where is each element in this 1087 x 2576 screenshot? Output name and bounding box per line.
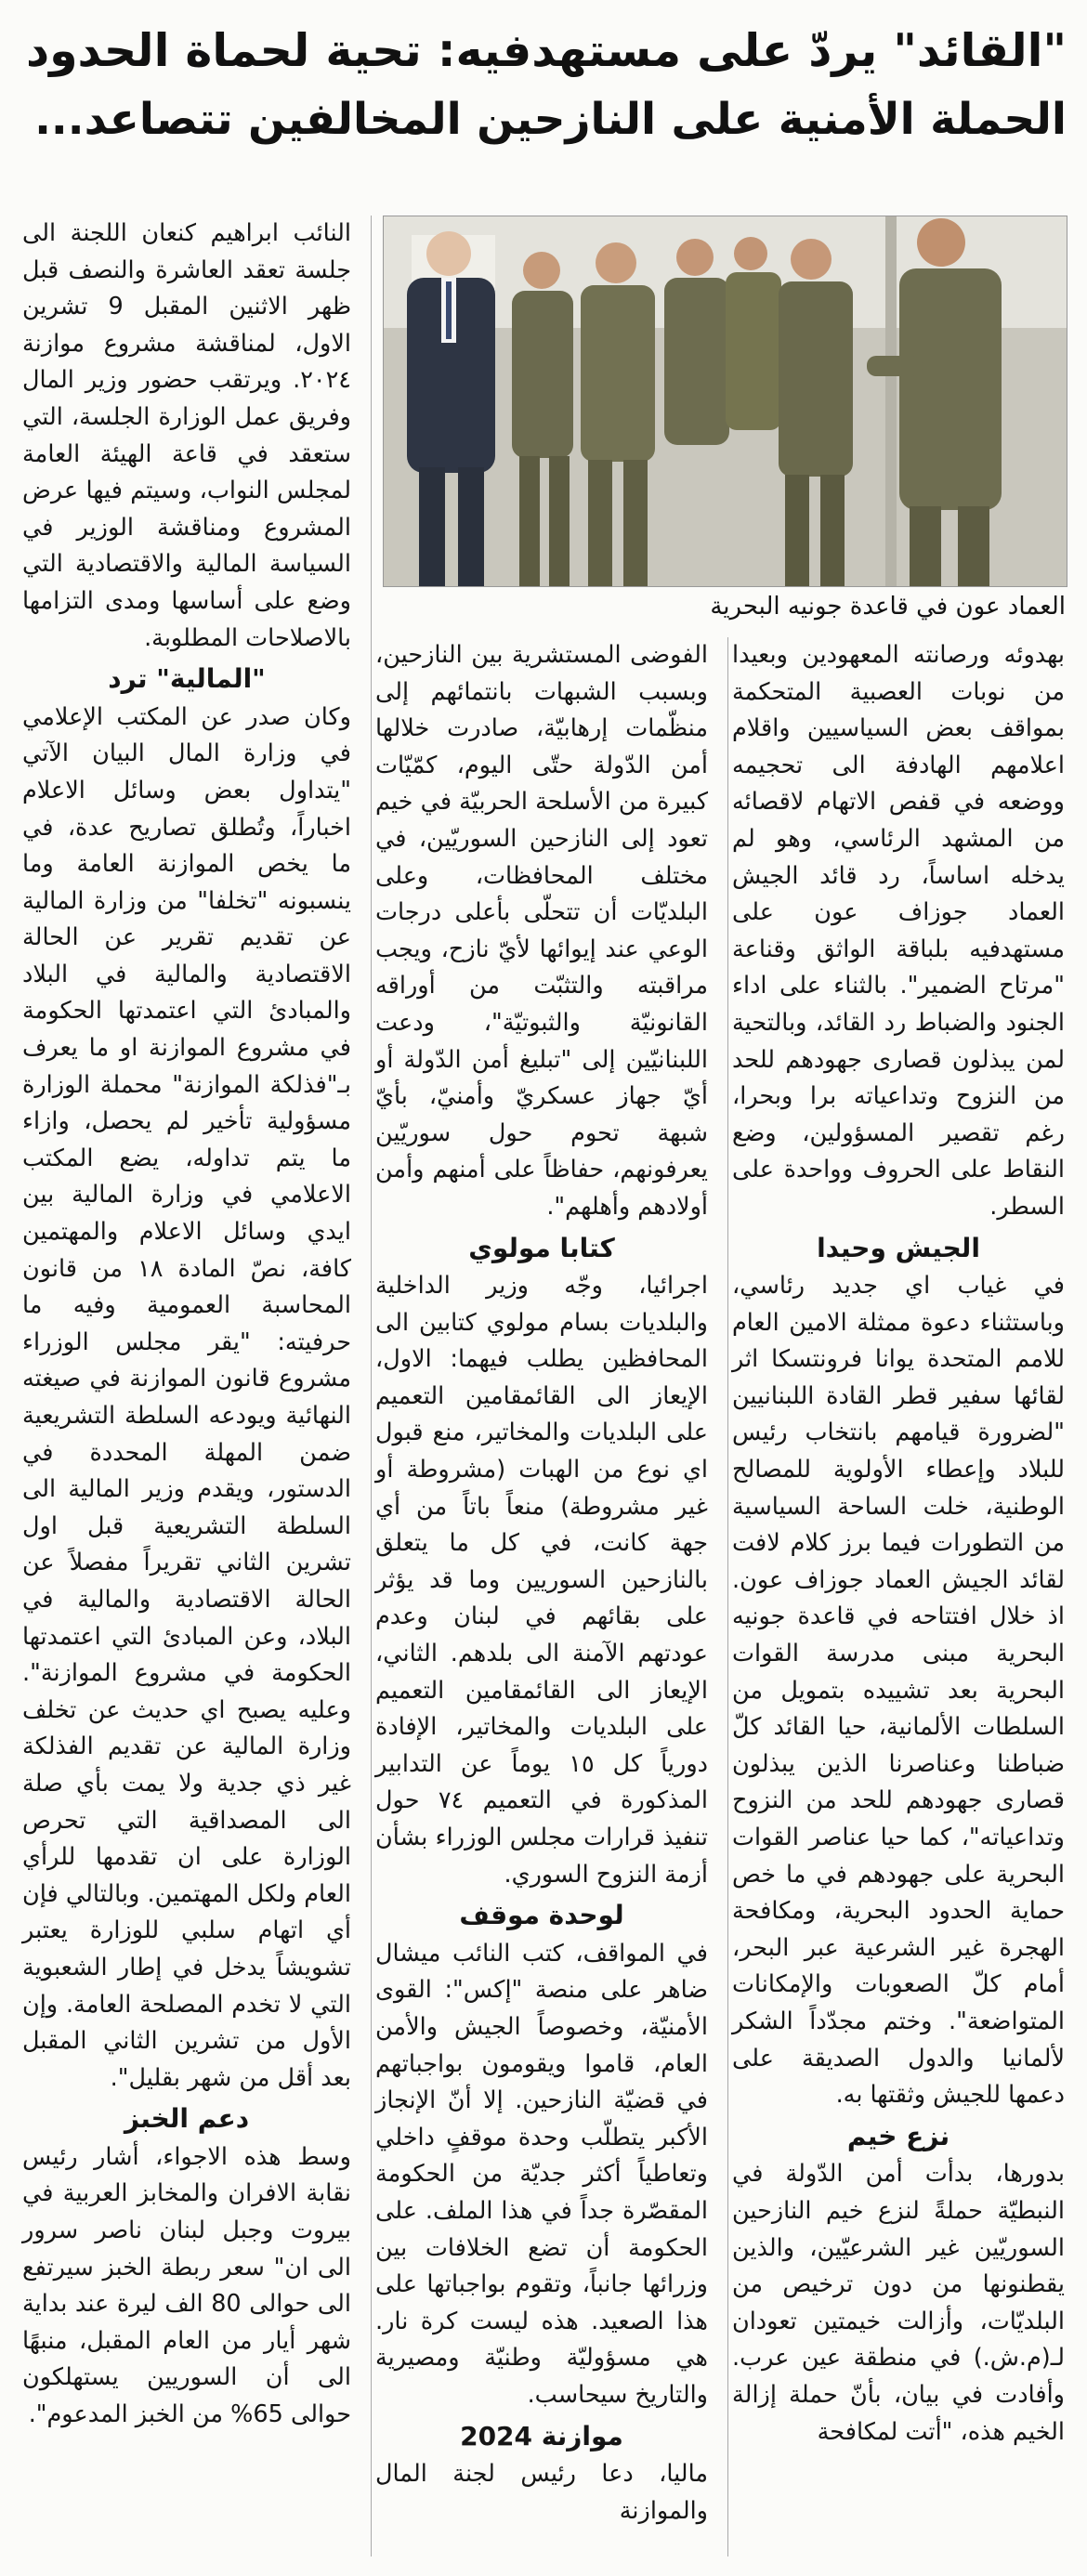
subheading-finance-responds: "المالية" ترد [108,663,266,695]
article-column-middle [375,637,708,2530]
article-column-left [22,216,351,2434]
paragraph: وكان صدر عن المكتب الإعلامي في وزارة المال البيان الآتي "يتداول بعض وسائل الاعلام اخباراً، وتُطلق تصاريح عدة، في ما يخص الموازنة العامة وما ينسبونه "تخلفا" من وزارة المالية عن تقديم تقرير عن الحالة الاقتصادية والمالية في البلاد والمبادئ التي اعتمدتها الحكومة في مشروع الموازنة او ما يعرف بـ"فذلكة الموازنة" محملة الوزارة مسؤولية تأخير لم يحصل، وازاء ما يتم تداوله، يضع المكتب الاعلامي في وزارة المالية بين ايدي وسائل الاعلام والمهتمين كافة، نصّ المادة ١٨ من قانون المحاسبة العمومية وفيه ما حرفيته: "يقر مجلس الوزراء مشروع قانون الموازنة في صيغته النهائية ويودعه السلطة التشريعية ضمن المهلة المحددة في الدستور، ويقدم وزير المالية الى السلطة التشريعية قبل اول تشرين الثاني تقريراً مفصلاً عن الحالة الاقتصادية والمالية في البلاد، وعن المبادئ التي اعتمدتها الحكومة في مشروع الموازنة". وعليه يصبح اي حديث عن تخلف وزارة المالية عن تقديم الفذلكة غير ذي جدية ولا يمت بأي صلة الى المصداقية التي تحرص الوزارة على ان تقدمها للرأي العام ولكل المهتمين. وبالتالي فإن أي اتهام سلبي للوزارة يعتبر تشويشاً يدخل في إطار الشعبوية التي لا تخدم المصلحة العامة. وإن الأول من تشرين الثاني المقبل بعد أقل من شهر بقليل". [22,702,351,2092]
news-photo [383,216,1067,587]
subheading-unified-stance: لوحدة موقف [459,1900,624,1931]
headline-line-1: "القائد" يردّ على مستهدفيه: تحية لحماة الحدود [25,24,1067,77]
subheading-mawlawi-letters: كتابا مولوي [468,1232,615,1263]
subheading-bread-subsidy: دعم الخبز [124,2103,250,2135]
paragraph: وسط هذه الاجواء، أشار رئيس نقابة الافران والمخابز العربية في بيروت وجبل لبنان ناصر سرور الى ان" سعر ربطة الخبز سيرتفع الى حوالى 80 الف ليرة عند بداية شهر أيار من العام المقبل، منبهًا الى أن السوريين يستهلكون حوالى 65% من الخبز المدعوم". [22,2142,351,2429]
photo-caption: العماد عون في قاعدة جونيه البحرية [710,593,1066,621]
paragraph: بدورها، بدأت أمن الدّولة في النبطيّة حملةً لنزع خيم النازحين السوريّين غير الشرعيّين، والذين يقطنونها من دون ترخيص من البلديّات، وأزالت خيمتين تعودان لـ(م.ش.) في منطقة عين عرب. وأفادت في بيان، بأنّ حملة إزالة الخيم هذه، "أتت لمكافحة [732,2160,1065,2446]
subheading-remove-tents: نزع خيم [846,2120,950,2151]
paragraph: بهدوئه ورصانته المعهودين وبعيدا من نوبات العصبية المتحكمة بمواقف بعض السياسيين واقلام اعلامهم الهادفة الى تحجيمه ووضعه في قفص الاتهام لاقصائه من المشهد الرئاسي، وهو لم يدخله اساساً، رد قائد الجيش العماد جوزاف عون على مستهدفيه بلباقة الواثق وقناعة "مرتاح الضمير". بالثناء على اداء الجنود والضباط رد القائد، وبالتحية لمن يبذلون قصارى جهودهم للحد من النزوح وتداعياته برا وبحرا، رغم تقصير المسؤولين، وضع النقاط على الحروف وواحدة على السطر. [732,641,1065,1221]
column-divider-right [727,637,728,2556]
column-divider-left [371,216,372,2556]
photo-illustration [384,216,1067,586]
paragraph: النائب ابراهيم كنعان اللجنة الى جلسة تعقد العاشرة والنصف قبل ظهر الاثنين المقبل 9 تشرين الاول، لمناقشة مشروع موازنة ٢٠٢٤. ويرتقب حضور وزير المال وفريق عمل الوزارة الجلسة، التي ستعقد في قاعة الهيئة العامة لمجلس النواب، وسيتم فيها عرض المشروع ومناقشة الوزير في السياسة المالية والاقتصادية التي وضع على أساسها ومدى التزامها بالاصلاحات المطلوبة. [22,219,352,652]
paragraph: اجرائيا، وجّه وزير الداخلية والبلديات بسام مولوي كتابين الى المحافظين يطلب فيهما: الاول، الإيعاز الى القائمقامين التعميم على البلديات والمخاتير، منع قبول اي نوع من الهبات (مشروطة أو غير مشروطة) منعاً باتاً من أي جهة كانت، في كل ما يتعلق بالنازحين السوريين وما قد يؤثر على بقائهم في لبنان وعدم عودتهم الآمنة الى بلدهم. الثاني، الإيعاز الى القائمقامين التعميم على البلديات والمخاتير، الإفادة دورياً كل ١٥ يوماً عن التدابير المذكورة في التعميم ٧٤ حول تنفيذ قرارات مجلس الوزراء بشأن أزمة النزوح السوري. [375,1272,709,1889]
article-column-right [732,637,1065,2451]
paragraph: في المواقف، كتب النائب ميشال ضاهر على منصة "إكس": القوى الأمنيّة، وخصوصاً الجيش والأمن العام، قاموا ويقومون بواجباتهم في قضيّة النازحين. إلا أنّ الإنجاز الأكبر يتطلّب وحدة موقفٍ داخلي وتعاطياً أكثر جديّة من الحكومة المقصّرة جداً في هذا الملف. على الحكومة أن تضع الخلافات بين وزرائها جانباً، وتقوم بواجباتها على هذا الصعيد. هذه ليست كرة نار. هي مسؤوليّة وطنيّة ومصيرية والتاريخ سيحاسب. [375,1939,708,2409]
subheading-army-alone: الجيش وحيدا [817,1232,980,1263]
paragraph: الفوضى المستشرية بين النازحين، وبسبب الشبهات بانتمائهم إلى منظّمات إرهابيّة، صادرت خلالها أمن الدّولة حتّى اليوم، كمّيّات كبيرة من الأسلحة الحربيّة في خيم تعود إلى النازحين السوريّين، في مختلف المحافظات، وعلى البلديّات أن تتحلّى بأعلى درجات الوعي عند إيوائها لأيّ نازح، ويجب مراقبته والتثبّت من أوراقه القانونيّة والثبوتيّة"، ودعت اللبنانيّين إلى "تبليغ أمن الدّولة أو أيّ جهاز عسكريّ وأمنيّ، بأيّ شبهة تحوم حول سوريّين يعرفونهم، حفاظاً على أمنهم وأمن أولادهم وأهلهم". [375,641,708,1221]
headline-line-2: الحملة الأمنية على النازحين المخالفين تتصاعد... [34,94,1067,145]
paragraph: في غياب اي جديد رئاسي، وباستثناء دعوة ممثلة الامين العام للامم المتحدة يوانا فرونتسكا اثر لقائها سفير قطر القادة اللبنانيين "لضرورة قيامهم بانتخاب رئيس للبلاد وإعطاء الأولوية للمصالح الوطنية، خلت الساحة السياسية من التطورات فيما برز كلام لافت لقائد الجيش العماد جوزاف عون. اذ خلال افتتاحه في قاعدة جونيه البحرية مبنى مدرسة القوات البحرية بعد تشييده بتمويل من السلطات الألمانية، حيا القائد كلّ ضباطنا وعناصرنا الذين يبذلون قصارى جهودهم للحد من النزوح وتداعياته"، كما حيا عناصر القوات البحرية على جهودهم في ما خص حماية الحدود البحرية، ومكافحة الهجرة غير الشرعية عبر البحر، أمام كلّ الصعوبات والإمكانات المتواضعة". وختم مجدّداً الشكر لألمانيا والدول الصديقة على دعمها للجيش وثقتها به. [732,1272,1065,2110]
subheading-budget-2024: موازنة 2024 [460,2420,623,2452]
headline [20,17,1067,154]
paragraph: ماليا، دعا رئيس لجنة المال والموازنة [375,2460,708,2525]
